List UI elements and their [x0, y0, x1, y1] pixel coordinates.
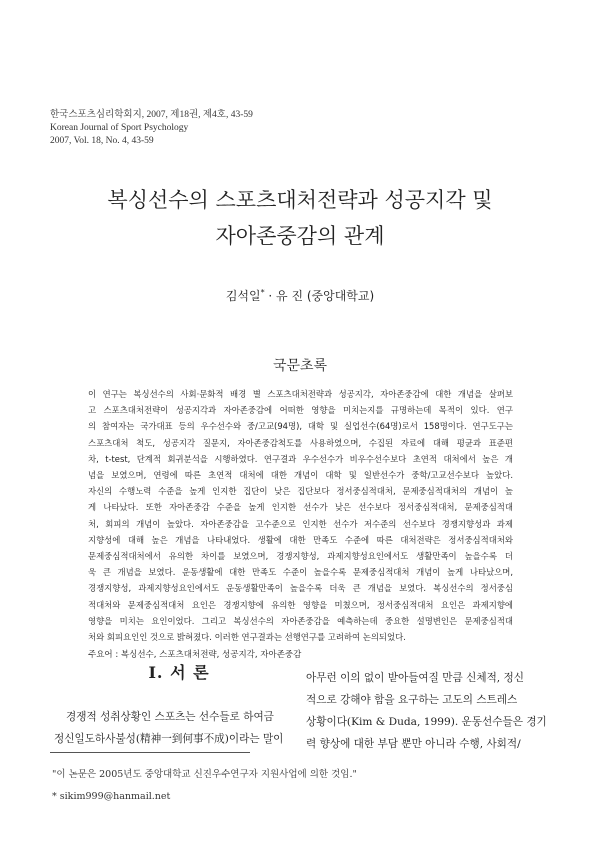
- abstract-line: 게 나타났다. 또한 자아존중감 수준을 높게 인지한 선수가 낮은 선수보다 정서중심적대처, 문제중심적대: [88, 502, 513, 513]
- abstract-line: 스포츠대처 척도, 성공지각 질문지, 자아존중감척도를 사용하였으며, 수집된 자료에 대해 평균과 표준편: [88, 437, 513, 448]
- abstract-line: 경쟁지향성, 과제지향성요인에서도 운동생활만족이 높을수록 더욱 큰 개념을 보였다. 복싱선수의 정서중심: [88, 583, 513, 594]
- journal-volume-english: 2007, Vol. 18, No. 4, 43-59: [50, 136, 154, 146]
- body-line: 정신일도하사불성(精神一到何事不成)이라는 말이: [54, 733, 284, 745]
- abstract-line: 처, 회피의 개념이 높았다. 자아존중감을 고수준으로 인지한 선수가 저수준의 선수보다 경쟁지향성과 과제: [88, 518, 513, 529]
- body-line: 상황이다(Kim & Duda, 1999). 운동선수들은 경기: [306, 716, 547, 728]
- body-column-right: [306, 667, 552, 755]
- keywords: 주요어 : 복싱선수, 스포츠대처전략, 성공지각, 자아존중감: [88, 650, 302, 660]
- journal-citation-korean: 한국스포츠심리학회지, 2007, 제18권, 제4호, 43-59: [50, 110, 253, 120]
- abstract-line: 의 참여자는 국가대표 등의 우수선수와 중/고교(94명), 대학 및 실업선수(64명)로서 158명이다. 연구도구는: [88, 421, 513, 432]
- footnote-divider: [50, 752, 250, 753]
- abstract-line: 욱 큰 개념을 보였다. 운동생활에 대한 만족도 수준이 높을수록 문제중심적대처 개념이 높게 나타났으며,: [88, 567, 513, 578]
- abstract-line: 차, t-test, 단계적 회귀분석을 시행하였다. 연구결과 우수선수가 비우수선수보다 초연적 대처에서 높은 개: [88, 453, 513, 464]
- abstract-line: 고 스포츠대처전략이 성공지각과 자아존중감에 어떠한 영향을 미치는지를 규명하는데 목적이 있다. 연구: [88, 405, 513, 416]
- body-column-left: [54, 706, 304, 750]
- abstract-body: [88, 386, 513, 645]
- abstract-line: 처와 회피요인인 것으로 밝혀졌다. 이러한 연구결과는 선행연구를 고려하여 논의되었다.: [88, 632, 406, 643]
- funding-footnote: "이 논문은 2005년도 중앙대학교 신진우수연구자 지원사업에 의한 것임.": [52, 769, 357, 780]
- body-line: 적으로 강해야 함을 요구하는 고도의 스트레스: [306, 694, 518, 706]
- footnotes: [52, 764, 357, 808]
- abstract-line: 지향성에 대해 높은 개념을 나타내었다. 생활에 대한 만족도 수준에 따른 대처전략은 정서중심적대처와: [88, 534, 513, 545]
- section-title-introduction: I. 서 론: [148, 663, 210, 682]
- journal-name-english: Korean Journal of Sport Psychology: [50, 123, 189, 133]
- paper-title-line-1: 복싱선수의 스포츠대처전략과 성공지각 및: [107, 188, 493, 212]
- body-line: 력 향상에 대한 부담 뿐만 아니라 수행, 사회적/: [306, 738, 521, 750]
- abstract-line: 영향을 미치는 요인이었다. 그리고 복싱선수의 자아존중감을 예측하는데 중요한 설명변인은 문제중심적대: [88, 615, 513, 626]
- author-name-rest: · 유 진 (중앙대학교): [264, 289, 375, 303]
- author-name-1: 김석일: [225, 289, 261, 303]
- abstract-line: 이 연구는 복싱선수의 사회·문화적 배경 별 스포츠대처전략과 성공지각, 자아존중감에 대한 개념을 살펴보: [88, 389, 513, 399]
- body-line: 경쟁적 성취상황인 스포츠는 선수들로 하여금: [66, 711, 274, 723]
- paper-title-line-2: 자아존중감의 관계: [215, 224, 385, 248]
- journal-citation: [50, 109, 450, 148]
- author-line: [0, 287, 600, 304]
- author-email-footnote: * sikim999@hanmail.net: [52, 791, 171, 802]
- corresponding-author-mark: *: [260, 288, 265, 297]
- body-line: 아무런 이의 없이 받아들여질 만큼 신체적, 정신: [306, 672, 525, 684]
- abstract-line: 념을 보였으며, 연령에 따른 초연적 대처에 대한 개념이 대학 및 일반선수가 중학/고교선수보다 높았다.: [88, 470, 513, 481]
- abstract-line: 적대처와 문제중심적대처 요인은 경쟁지향에 유의한 영향을 미쳤으며, 정서중심적대처 요인은 과제지향에: [88, 599, 513, 610]
- abstract-line: 문제중심적대처에서 유의한 차이를 보였으며, 경쟁지향성, 과제지향성요인에서도 생활만족이 높을수록 더: [88, 551, 513, 562]
- abstract-heading: 국문초록: [272, 358, 328, 374]
- paper-title: [30, 182, 570, 254]
- abstract-line: 자신의 수행노력 수준을 높게 인지한 집단이 낮은 집단보다 정서중심적대처, 문제중심적대처의 개념이 높: [88, 486, 513, 497]
